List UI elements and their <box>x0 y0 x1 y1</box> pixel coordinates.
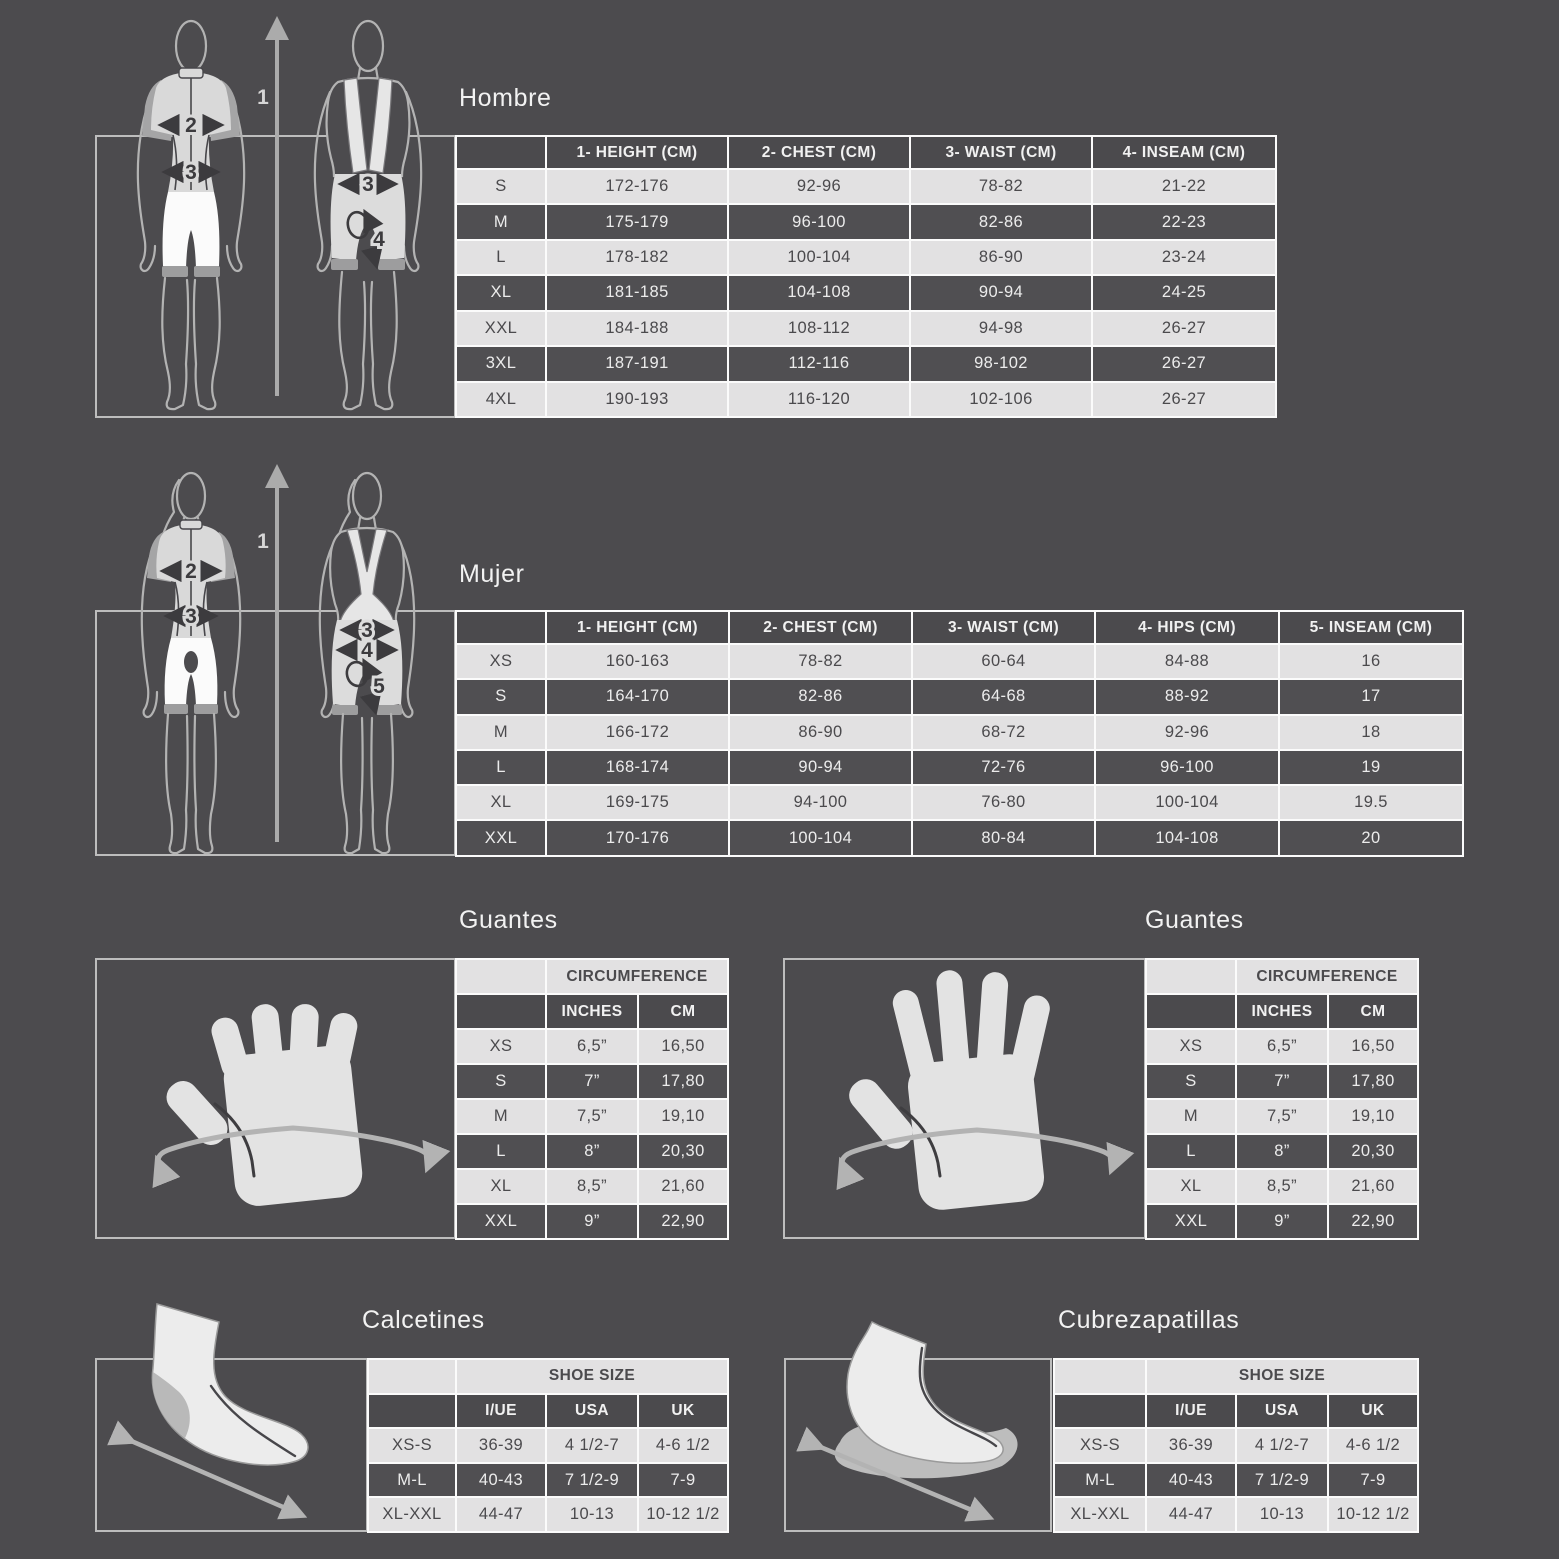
column-header: INCHES <box>546 994 638 1029</box>
value-cell: 96-100 <box>728 204 910 239</box>
shoe-cover-icon <box>818 1322 1018 1516</box>
corner-cell <box>1146 994 1236 1029</box>
value-cell: 17 <box>1279 679 1463 714</box>
size-label-cell: L <box>456 750 546 785</box>
value-cell: 10-12 1/2 <box>638 1497 728 1532</box>
men-section-title: Hombre <box>459 84 552 112</box>
value-cell: 26-27 <box>1092 346 1276 381</box>
value-cell: 9” <box>546 1204 638 1239</box>
column-header: 4- HIPS (CM) <box>1095 611 1279 644</box>
table-row <box>456 644 1463 679</box>
value-cell: 19 <box>1279 750 1463 785</box>
svg-text:3: 3 <box>185 161 197 184</box>
value-cell: 7-9 <box>1328 1463 1418 1498</box>
value-cell: 4-6 1/2 <box>1328 1428 1418 1463</box>
value-cell: 7,5” <box>1236 1099 1328 1134</box>
column-header: CM <box>1328 994 1418 1029</box>
female-back-figure <box>320 473 414 853</box>
men-size-table-grid <box>455 135 1277 418</box>
value-cell: 164-170 <box>546 679 729 714</box>
value-cell: 184-188 <box>546 311 728 346</box>
value-cell: 20,30 <box>638 1134 728 1169</box>
value-cell: 19.5 <box>1279 785 1463 820</box>
value-cell: 178-182 <box>546 240 728 275</box>
value-cell: 17,80 <box>1328 1064 1418 1099</box>
size-label-cell: S <box>456 169 546 204</box>
size-label-cell: S <box>456 1064 546 1099</box>
value-cell: 7 1/2-9 <box>546 1463 638 1498</box>
column-header: 4- INSEAM (CM) <box>1092 136 1276 169</box>
size-label-cell: XL <box>456 275 546 310</box>
value-cell: 90-94 <box>729 750 912 785</box>
female-front-figure <box>142 473 240 853</box>
span-header-cell: SHOE SIZE <box>1146 1359 1418 1394</box>
svg-text:2: 2 <box>185 560 197 583</box>
value-cell: 82-86 <box>910 204 1092 239</box>
size-label-cell: M <box>456 1099 546 1134</box>
size-label-cell: L <box>456 1134 546 1169</box>
size-label-cell: M <box>1146 1099 1236 1134</box>
column-header: UK <box>638 1394 728 1429</box>
size-label-cell: L <box>456 240 546 275</box>
value-cell: 7” <box>546 1064 638 1099</box>
span-header-corner <box>1146 959 1236 994</box>
value-cell: 21,60 <box>1328 1169 1418 1204</box>
svg-text:3: 3 <box>361 619 373 642</box>
gloves-right-table-grid <box>1145 958 1419 1240</box>
socks-title: Calcetines <box>362 1306 485 1334</box>
column-header: 1- HEIGHT (CM) <box>546 136 728 169</box>
value-cell: 72-76 <box>912 750 1095 785</box>
corner-cell <box>456 994 546 1029</box>
column-header: 2- CHEST (CM) <box>729 611 912 644</box>
corner-cell <box>1054 1394 1146 1429</box>
male-front-figure <box>138 21 244 409</box>
value-cell: 7,5” <box>546 1099 638 1134</box>
corner-cell <box>456 136 546 169</box>
shoe-cover-illustration <box>784 1290 1052 1536</box>
value-cell: 172-176 <box>546 169 728 204</box>
size-label-cell: XL <box>1146 1169 1236 1204</box>
size-label-cell: XL <box>456 1169 546 1204</box>
value-cell: 20,30 <box>1328 1134 1418 1169</box>
value-cell: 98-102 <box>910 346 1092 381</box>
value-cell: 76-80 <box>912 785 1095 820</box>
value-cell: 92-96 <box>728 169 910 204</box>
table-row <box>456 382 1276 417</box>
value-cell: 86-90 <box>729 715 912 750</box>
column-header: 3- WAIST (CM) <box>912 611 1095 644</box>
table-row <box>456 275 1276 310</box>
value-cell: 92-96 <box>1095 715 1279 750</box>
svg-text:3: 3 <box>185 605 197 628</box>
size-label-cell: 4XL <box>456 382 546 417</box>
value-cell: 170-176 <box>546 820 729 855</box>
table-row <box>1146 1099 1418 1134</box>
table-row <box>368 1497 728 1532</box>
table-row <box>456 820 1463 855</box>
size-label-cell: XL-XXL <box>368 1497 456 1532</box>
svg-text:1: 1 <box>257 86 269 109</box>
full-glove-illustration <box>783 958 1146 1239</box>
column-header: UK <box>1328 1394 1418 1429</box>
gloves-left-title: Guantes <box>459 906 558 934</box>
table-row <box>456 785 1463 820</box>
value-cell: 40-43 <box>456 1463 546 1498</box>
table-row <box>456 169 1276 204</box>
table-row <box>456 346 1276 381</box>
column-header: I/UE <box>456 1394 546 1429</box>
value-cell: 96-100 <box>1095 750 1279 785</box>
svg-text:3: 3 <box>362 173 374 196</box>
value-cell: 90-94 <box>910 275 1092 310</box>
value-cell: 10-12 1/2 <box>1328 1497 1418 1532</box>
value-cell: 100-104 <box>728 240 910 275</box>
value-cell: 44-47 <box>456 1497 546 1532</box>
value-cell: 16,50 <box>1328 1029 1418 1064</box>
svg-text:1: 1 <box>257 530 269 553</box>
value-cell: 4-6 1/2 <box>638 1428 728 1463</box>
value-cell: 17,80 <box>638 1064 728 1099</box>
column-header: 1- HEIGHT (CM) <box>546 611 729 644</box>
size-label-cell: S <box>456 679 546 714</box>
socks-table-grid <box>367 1358 729 1533</box>
men-measurement-figure <box>95 4 455 418</box>
table-row <box>1146 1064 1418 1099</box>
value-cell: 24-25 <box>1092 275 1276 310</box>
table-row <box>1054 1428 1418 1463</box>
value-cell: 8” <box>1236 1134 1328 1169</box>
value-cell: 16 <box>1279 644 1463 679</box>
table-row <box>456 715 1463 750</box>
size-label-cell: XS-S <box>1054 1428 1146 1463</box>
value-cell: 9” <box>1236 1204 1328 1239</box>
value-cell: 22,90 <box>638 1204 728 1239</box>
value-cell: 104-108 <box>1095 820 1279 855</box>
full-glove-icon <box>842 969 1114 1212</box>
table-row <box>1146 1204 1418 1239</box>
svg-text:4: 4 <box>373 228 385 251</box>
women-section-title: Mujer <box>459 560 525 588</box>
gloves-left-table <box>455 958 727 1239</box>
column-header: I/UE <box>1146 1394 1236 1429</box>
table-row <box>456 1029 728 1064</box>
value-cell: 84-88 <box>1095 644 1279 679</box>
value-cell: 190-193 <box>546 382 728 417</box>
size-label-cell: XS <box>456 644 546 679</box>
span-header-cell: SHOE SIZE <box>456 1359 728 1394</box>
gloves-right-title: Guantes <box>1145 906 1244 934</box>
sock-illustration <box>95 1290 368 1536</box>
value-cell: 100-104 <box>1095 785 1279 820</box>
table-row <box>456 679 1463 714</box>
value-cell: 26-27 <box>1092 311 1276 346</box>
size-label-cell: XXL <box>456 311 546 346</box>
table-row <box>456 1099 728 1134</box>
value-cell: 82-86 <box>729 679 912 714</box>
value-cell: 181-185 <box>546 275 728 310</box>
value-cell: 36-39 <box>456 1428 546 1463</box>
value-cell: 36-39 <box>1146 1428 1236 1463</box>
table-row <box>456 240 1276 275</box>
value-cell: 10-13 <box>1236 1497 1328 1532</box>
table-row <box>456 1169 728 1204</box>
value-cell: 187-191 <box>546 346 728 381</box>
span-header-cell: CIRCUMFERENCE <box>546 959 728 994</box>
value-cell: 20 <box>1279 820 1463 855</box>
value-cell: 175-179 <box>546 204 728 239</box>
table-row <box>456 1134 728 1169</box>
table-row <box>1146 1169 1418 1204</box>
value-cell: 78-82 <box>729 644 912 679</box>
table-row <box>1054 1463 1418 1498</box>
span-header-corner <box>456 959 546 994</box>
span-header-corner <box>1054 1359 1146 1394</box>
value-cell: 8,5” <box>1236 1169 1328 1204</box>
value-cell: 166-172 <box>546 715 729 750</box>
value-cell: 116-120 <box>728 382 910 417</box>
size-label-cell: M <box>456 204 546 239</box>
value-cell: 19,10 <box>1328 1099 1418 1134</box>
gloves-left-table-grid <box>455 958 729 1240</box>
value-cell: 68-72 <box>912 715 1095 750</box>
socks-table <box>367 1358 727 1532</box>
value-cell: 60-64 <box>912 644 1095 679</box>
size-label-cell: M-L <box>1054 1463 1146 1498</box>
size-label-cell: XS <box>456 1029 546 1064</box>
gloves-right-table <box>1145 958 1417 1239</box>
value-cell: 104-108 <box>728 275 910 310</box>
span-header-cell: CIRCUMFERENCE <box>1236 959 1418 994</box>
column-header: USA <box>546 1394 638 1429</box>
table-row <box>368 1428 728 1463</box>
table-row <box>1146 1029 1418 1064</box>
column-header: INCHES <box>1236 994 1328 1029</box>
size-label-cell: XS <box>1146 1029 1236 1064</box>
value-cell: 94-98 <box>910 311 1092 346</box>
value-cell: 6,5” <box>1236 1029 1328 1064</box>
column-header: USA <box>1236 1394 1328 1429</box>
table-row <box>1054 1497 1418 1532</box>
span-header-corner <box>368 1359 456 1394</box>
value-cell: 108-112 <box>728 311 910 346</box>
size-label-cell: XL-XXL <box>1054 1497 1146 1532</box>
table-row <box>1146 1134 1418 1169</box>
value-cell: 16,50 <box>638 1029 728 1064</box>
svg-text:4: 4 <box>361 639 373 662</box>
size-label-cell: XXL <box>1146 1204 1236 1239</box>
value-cell: 4 1/2-7 <box>1236 1428 1328 1463</box>
size-label-cell: XXL <box>456 1204 546 1239</box>
table-row <box>456 204 1276 239</box>
value-cell: 26-27 <box>1092 382 1276 417</box>
size-label-cell: XL <box>456 785 546 820</box>
value-cell: 40-43 <box>1146 1463 1236 1498</box>
svg-text:5: 5 <box>373 675 385 698</box>
table-row <box>456 1204 728 1239</box>
corner-cell <box>456 611 546 644</box>
value-cell: 7-9 <box>638 1463 728 1498</box>
value-cell: 78-82 <box>910 169 1092 204</box>
value-cell: 21-22 <box>1092 169 1276 204</box>
column-header: CM <box>638 994 728 1029</box>
value-cell: 8” <box>546 1134 638 1169</box>
shoe-covers-title: Cubrezapatillas <box>1058 1306 1240 1334</box>
value-cell: 10-13 <box>546 1497 638 1532</box>
value-cell: 18 <box>1279 715 1463 750</box>
corner-cell <box>368 1394 456 1429</box>
women-size-table <box>455 610 1462 856</box>
women-size-table-grid <box>455 610 1464 857</box>
table-row <box>456 311 1276 346</box>
value-cell: 86-90 <box>910 240 1092 275</box>
men-height-arrow <box>257 24 277 396</box>
shoe-covers-table-grid <box>1053 1358 1419 1533</box>
svg-text:2: 2 <box>185 114 197 137</box>
value-cell: 64-68 <box>912 679 1095 714</box>
size-label-cell: L <box>1146 1134 1236 1169</box>
value-cell: 169-175 <box>546 785 729 820</box>
women-measurement-figure <box>95 452 455 858</box>
value-cell: 7” <box>1236 1064 1328 1099</box>
value-cell: 102-106 <box>910 382 1092 417</box>
fingerless-glove-icon <box>158 1003 430 1208</box>
column-header: 5- INSEAM (CM) <box>1279 611 1463 644</box>
value-cell: 100-104 <box>729 820 912 855</box>
value-cell: 44-47 <box>1146 1497 1236 1532</box>
table-row <box>368 1463 728 1498</box>
value-cell: 6,5” <box>546 1029 638 1064</box>
value-cell: 22,90 <box>1328 1204 1418 1239</box>
value-cell: 21,60 <box>638 1169 728 1204</box>
size-label-cell: XXL <box>456 820 546 855</box>
male-back-figure <box>315 21 421 409</box>
value-cell: 23-24 <box>1092 240 1276 275</box>
value-cell: 7 1/2-9 <box>1236 1463 1328 1498</box>
size-label-cell: XS-S <box>368 1428 456 1463</box>
value-cell: 160-163 <box>546 644 729 679</box>
value-cell: 19,10 <box>638 1099 728 1134</box>
size-label-cell: M-L <box>368 1463 456 1498</box>
women-height-arrow <box>257 472 277 842</box>
table-row <box>456 750 1463 785</box>
value-cell: 94-100 <box>729 785 912 820</box>
fingerless-glove-illustration <box>95 958 456 1239</box>
value-cell: 112-116 <box>728 346 910 381</box>
value-cell: 8,5” <box>546 1169 638 1204</box>
column-header: 2- CHEST (CM) <box>728 136 910 169</box>
table-row <box>456 1064 728 1099</box>
men-size-table <box>455 135 1275 418</box>
value-cell: 4 1/2-7 <box>546 1428 638 1463</box>
value-cell: 80-84 <box>912 820 1095 855</box>
size-label-cell: S <box>1146 1064 1236 1099</box>
size-label-cell: M <box>456 715 546 750</box>
value-cell: 22-23 <box>1092 204 1276 239</box>
value-cell: 88-92 <box>1095 679 1279 714</box>
sock-icon <box>129 1304 308 1514</box>
shoe-covers-table <box>1053 1358 1417 1532</box>
size-label-cell: 3XL <box>456 346 546 381</box>
column-header: 3- WAIST (CM) <box>910 136 1092 169</box>
value-cell: 168-174 <box>546 750 729 785</box>
